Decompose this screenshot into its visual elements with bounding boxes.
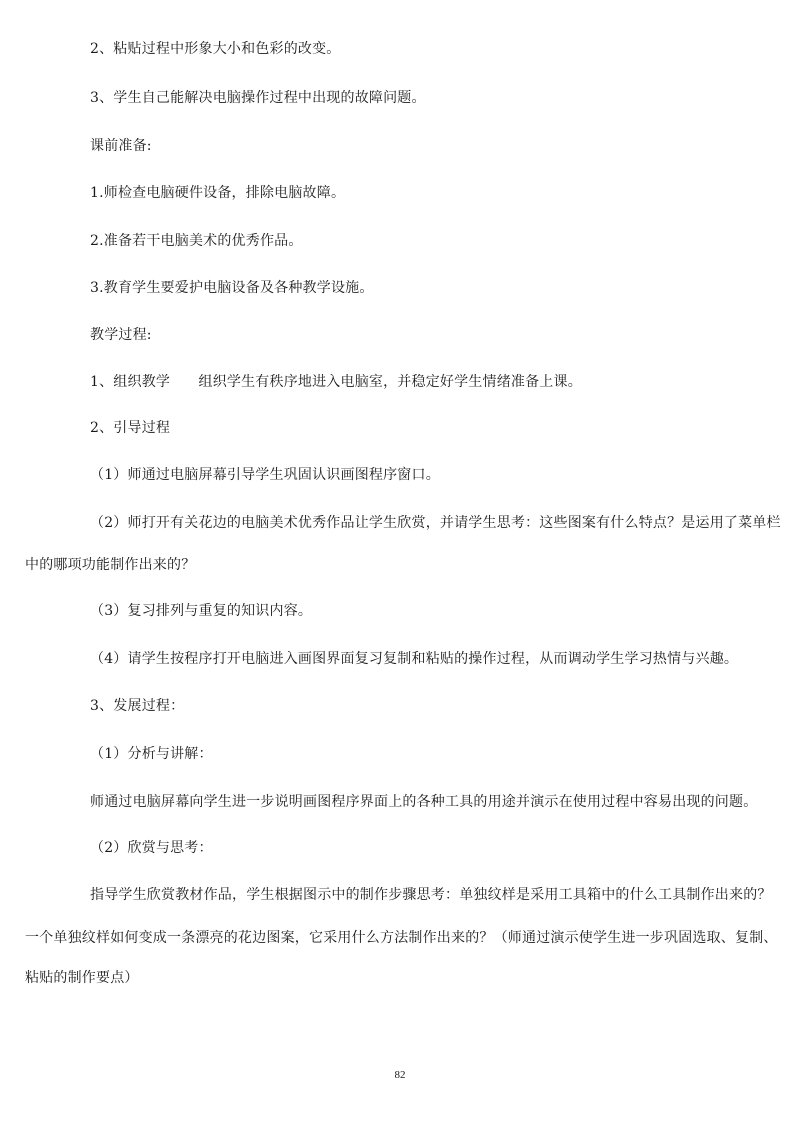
- text-line: 1.师检查电脑硬件设备，排除电脑故障。: [90, 185, 346, 201]
- text-line: （1）师通过电脑屏幕引导学生巩固认识画图程序窗口。: [90, 467, 440, 483]
- text-line: 师通过电脑屏幕向学生进一步说明画图程序界面上的各种工具的用途并演示在使用过程中容易出现的问题。: [90, 794, 758, 810]
- text-line: 指导学生欣赏教材作品，学生根据图示中的制作步骤思考：单独纹样是采用工具箱中的什么工具制作出来的？: [90, 887, 772, 903]
- text-line: （2）师打开有关花边的电脑美术优秀作品让学生欣赏，并请学生思考：这些图案有什么特点？是运用了菜单栏: [90, 515, 781, 531]
- text-line: （3）复习排列与重复的知识内容。: [90, 603, 313, 619]
- section-heading: 3、发展过程：: [90, 698, 185, 714]
- text-line: 1、组织教学 组织学生有秩序地进入电脑室，并稳定好学生情绪准备上课。: [90, 374, 582, 390]
- page-number: 82: [394, 1069, 406, 1081]
- text-line: 2、引导过程: [90, 420, 171, 436]
- section-heading: 教学过程:: [90, 327, 152, 343]
- section-heading: 课前准备:: [90, 138, 152, 154]
- text-line: （2）欣赏与思考：: [90, 840, 213, 856]
- text-line: 粘贴的制作要点）: [25, 970, 139, 986]
- text-line: 中的哪项功能制作出来的？: [25, 557, 196, 573]
- text-line: 3.教育学生要爱护电脑设备及各种教学设施。: [90, 280, 374, 296]
- text-line: 2.准备若干电脑美术的优秀作品。: [90, 233, 303, 249]
- text-line: 2、粘贴过程中形象大小和色彩的改变。: [90, 41, 341, 57]
- text-line: 3、学生自己能解决电脑操作过程中出现的故障问题。: [90, 90, 426, 106]
- text-line: （4）请学生按程序打开电脑进入画图界面复习复制和粘贴的操作过程，从而调动学生学习热情与兴趣。: [90, 651, 739, 667]
- text-line: 一个单独纹样如何变成一条漂亮的花边图案，它采用什么方法制作出来的？（师通过演示使学生进一步巩固选取、复制、: [25, 930, 778, 946]
- text-line: （1）分析与讲解：: [90, 746, 213, 762]
